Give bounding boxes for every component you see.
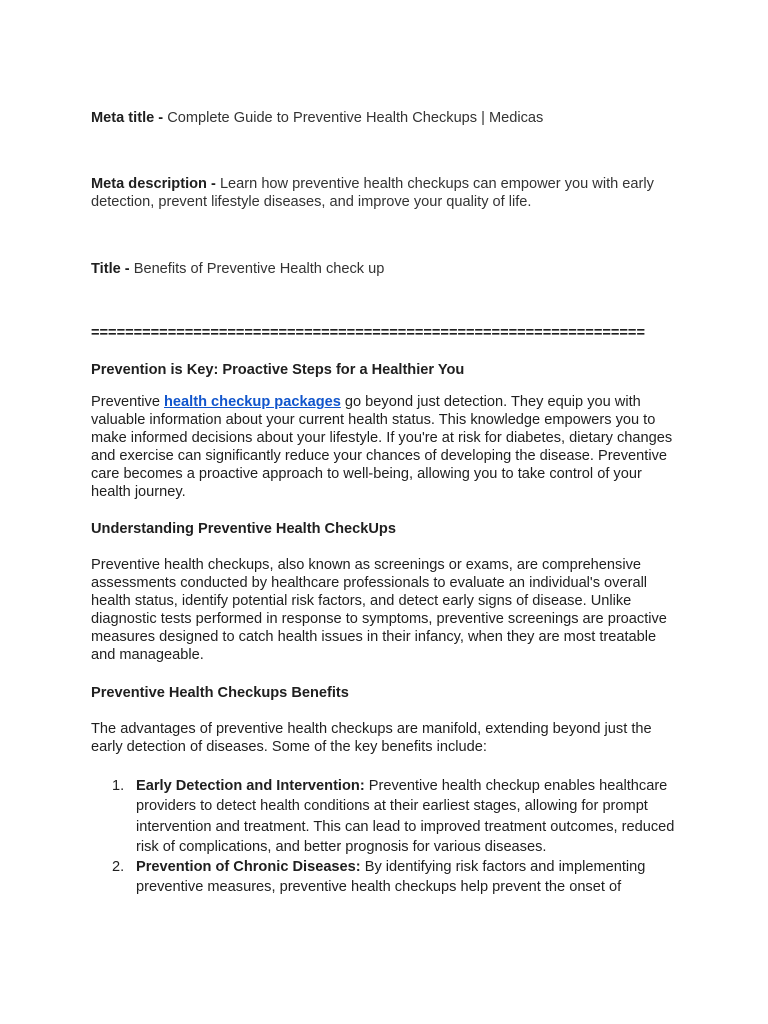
meta-description — [91, 176, 691, 212]
section-paragraph-benefits: The advantages of preventive health checkups are manifold, extending beyond just the early detection of diseases. Some of the key benefits include: — [91, 721, 652, 755]
list-item-text: By identifying risk factors and implementing preventive measures, preventive health checkups help prevent the onset of — [136, 859, 646, 896]
meta-title-value: Complete Guide to Preventive Health Checkups | Medicas — [167, 110, 544, 126]
benefits-list — [91, 776, 691, 898]
section-paragraph-prevention — [91, 394, 683, 501]
health-checkup-packages-link[interactable]: health checkup packages — [164, 394, 341, 410]
section-paragraph-understanding: Preventive health checkups, also known as screenings or exams, are comprehensive assessments conducted by healthcare professionals to evaluate an individual's overall health status, identify potential risk factors, and detect early signs of disease. Unlike diagnostic tests performed in response to symptoms, preventive screenings are proactive measures designed to catch health issues in their infancy, when they are most treatable and manageable. — [91, 557, 667, 663]
list-item-title: Prevention of Chronic Diseases: — [136, 859, 361, 876]
meta-title — [91, 110, 691, 128]
list-item — [91, 857, 691, 898]
meta-title-label: Meta title - — [91, 110, 168, 126]
list-item-text: Preventive health checkup enables healthcare providers to detect health conditions at their earliest stages, allowing for prompt intervention and treatment. This can lead to improved treatment outcomes, reduced risk of complications, and better prognosis for various diseases. — [136, 778, 675, 855]
meta-description-label: Meta description - — [91, 176, 220, 192]
meta-description-value: Learn how preventive health checkups can empower you with early detection, prevent lifestyle diseases, and improve your quality of life. — [91, 176, 654, 210]
list-item-title: Early Detection and Intervention: — [136, 778, 365, 794]
page-title-value: Benefits of Preventive Health check up — [133, 261, 385, 277]
divider: ================================================================= — [91, 325, 645, 341]
section-heading-understanding: Understanding Preventive Health CheckUps — [91, 521, 396, 537]
page-title-label: Title - — [91, 261, 134, 277]
section-heading-benefits: Preventive Health Checkups Benefits — [91, 685, 349, 701]
paragraph-text: Preventive — [91, 394, 165, 410]
list-item-number: 2. — [112, 859, 125, 876]
page-title — [91, 261, 691, 279]
list-item-number: 1. — [112, 778, 125, 794]
list-item — [91, 776, 691, 857]
section-heading-prevention: Prevention is Key: Proactive Steps for a Healthier You — [91, 362, 465, 378]
paragraph-text: go beyond just detection. They equip you with valuable information about your current health status. This knowledge empowers you to make informed decisions about your lifestyle. If you're at risk for diabetes, dietary changes and exercise can significantly reduce your chances of developing the disease. Preventive care becomes a proactive approach to well-being, allowing you to take control of your health journey. — [91, 394, 673, 500]
